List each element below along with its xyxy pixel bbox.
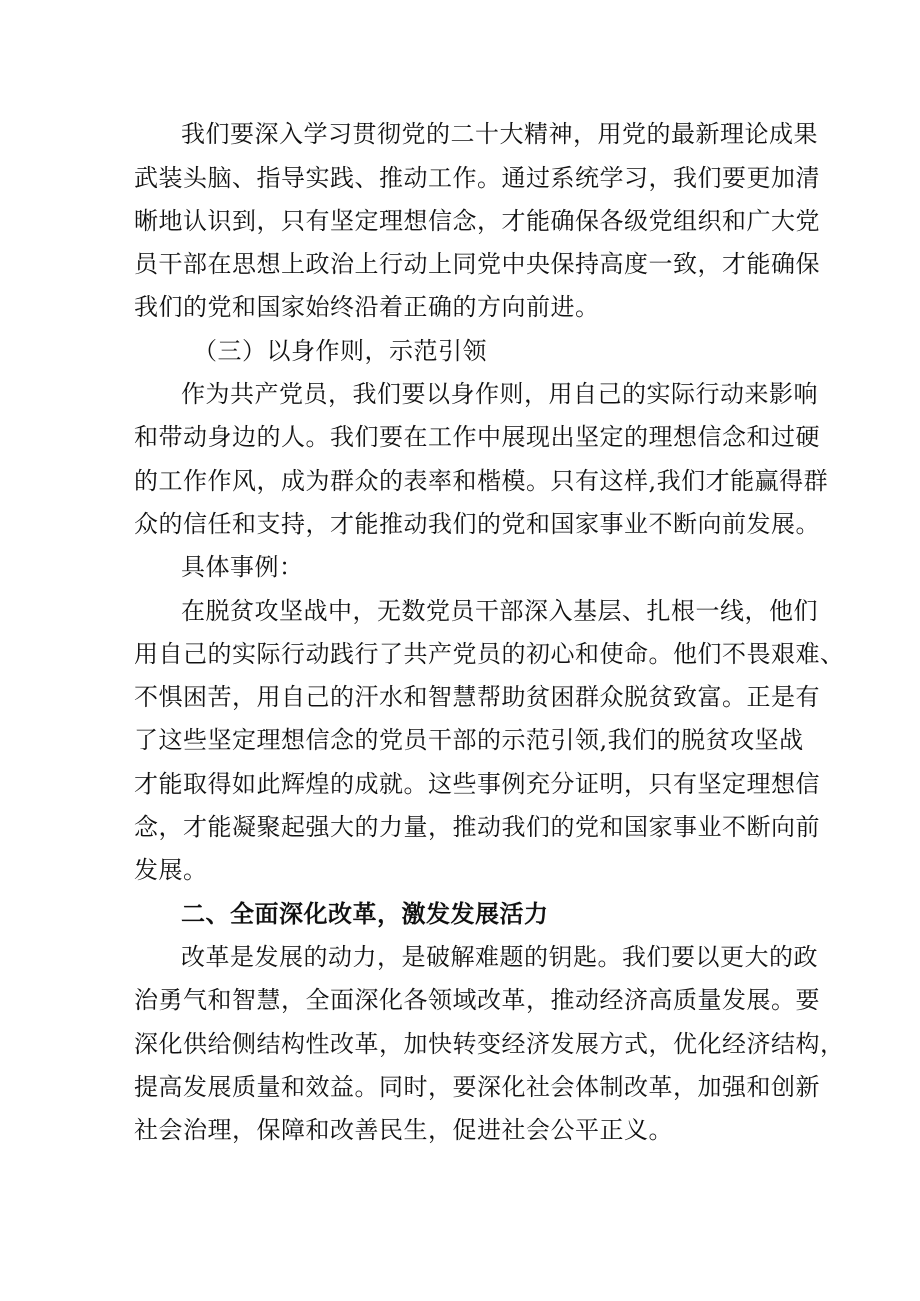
paragraph-line: 用自己的实际行动践行了共产党员的初心和使命。他们不畏艰难、 bbox=[134, 640, 845, 668]
paragraph-line: 了这些坚定理想信念的党员干部的示范引领,我们的脱贫攻坚战 bbox=[134, 726, 804, 754]
paragraph-line: 作为共产党员，我们要以身作则，用自己的实际行动来影响 bbox=[181, 380, 818, 408]
paragraph-line: 我们要深入学习贯彻党的二十大精神，用党的最新理论成果 bbox=[181, 120, 818, 148]
paragraph-line: 的工作作风，成为群众的表率和楷模。只有这样,我们才能赢得群 bbox=[134, 467, 829, 495]
paragraph-line: 深化供给侧结构性改革，加快转变经济发展方式，优化经济结构， bbox=[134, 1030, 845, 1058]
subsection-heading: （三）以身作则，示范引领 bbox=[193, 337, 487, 365]
paragraph-line: 在脱贫攻坚战中，无数党员干部深入基层、扎根一线，他们 bbox=[181, 597, 818, 625]
paragraph-line: 武装头脑、指导实践、推动工作。通过系统学习，我们要更加清 bbox=[134, 164, 820, 192]
paragraph-line: 员干部在思想上政治上行动上同党中央保持高度一致，才能确保 bbox=[134, 250, 820, 278]
paragraph-line: 我们的党和国家始终沿着正确的方向前进。 bbox=[134, 293, 600, 321]
paragraph-line: 发展。 bbox=[134, 856, 208, 884]
paragraph-line: 改革是发展的动力，是破解难题的钥匙。我们要以更大的政 bbox=[181, 943, 818, 971]
paragraph-line: 晰地认识到，只有坚定理想信念，才能确保各级党组织和广大党 bbox=[134, 207, 820, 235]
paragraph-line: 治勇气和智慧，全面深化各领域改革，推动经济高质量发展。要 bbox=[134, 986, 820, 1014]
paragraph-line: 才能取得如此辉煌的成就。这些事例充分证明，只有坚定理想信 bbox=[134, 770, 820, 798]
paragraph-line: 念，才能凝聚起强大的力量，推动我们的党和国家事业不断向前 bbox=[134, 813, 820, 841]
paragraph-line: 众的信任和支持，才能推动我们的党和国家事业不断向前发展。 bbox=[134, 510, 820, 538]
paragraph-line: 和带动身边的人。我们要在工作中展现出坚定的理想信念和过硬 bbox=[134, 423, 820, 451]
paragraph-line: 社会治理，保障和改善民生，促进社会公平正义。 bbox=[134, 1116, 673, 1144]
paragraph-line: 提高发展质量和效益。同时，要深化社会体制改革，加强和创新 bbox=[134, 1073, 820, 1101]
section-heading: 二、全面深化改革，激发发展活力 bbox=[181, 899, 549, 928]
example-label: 具体事例： bbox=[181, 553, 304, 581]
paragraph-line: 不惧困苦，用自己的汗水和智慧帮助贫困群众脱贫致富。正是有 bbox=[134, 683, 820, 711]
